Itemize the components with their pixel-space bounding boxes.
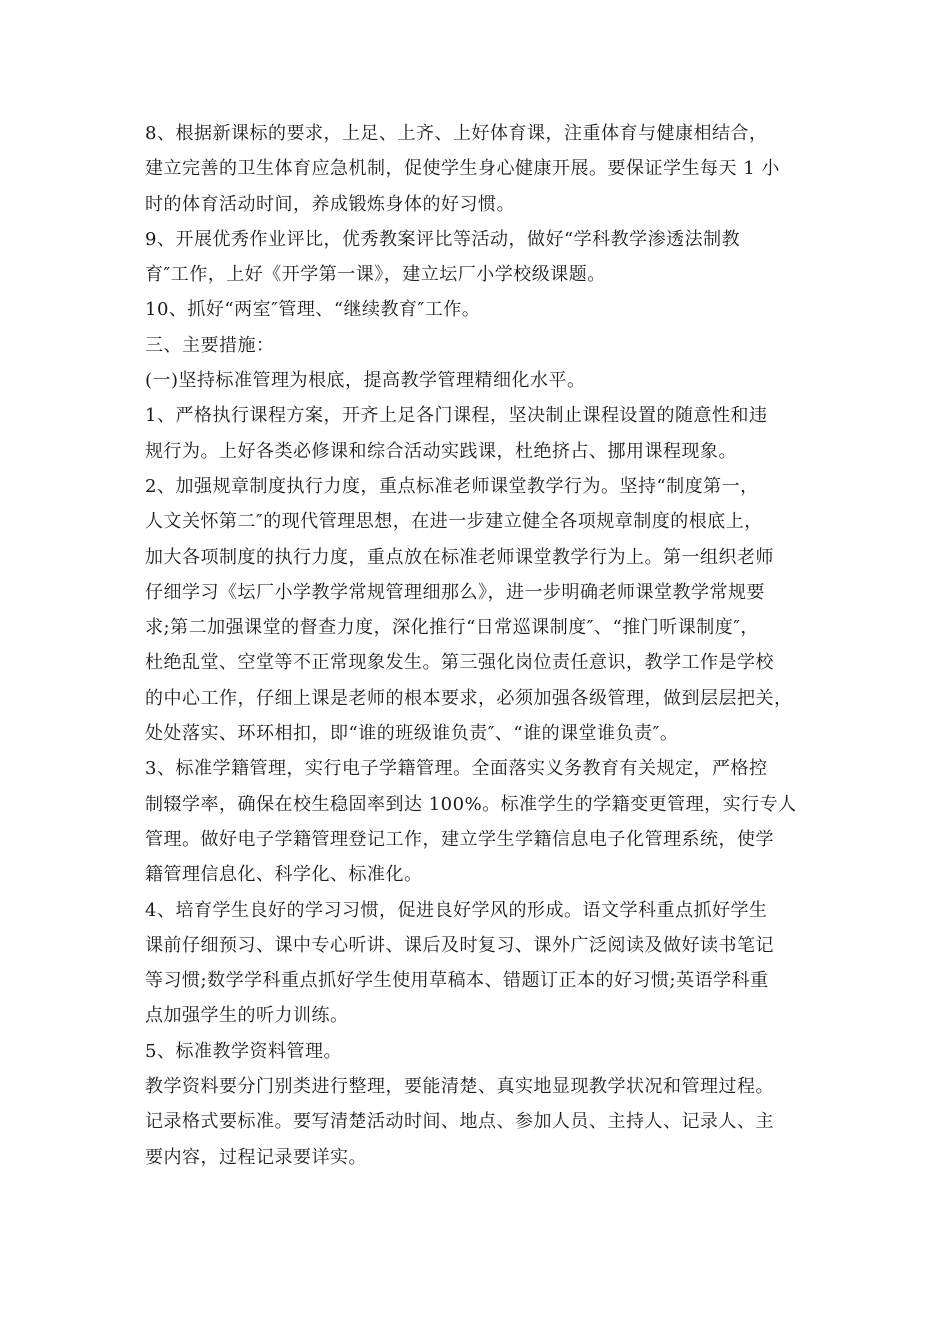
- text-line: 8、根据新课标的要求，上足、上齐、上好体育课，注重体育与健康相结合，: [145, 123, 768, 144]
- text-line: 处处落实、环环相扣，即“谁的班级谁负责″、“谁的课堂谁负责″。: [145, 723, 679, 745]
- text-line: 3、标准学籍管理，实行电子学籍管理。全面落实义务教育有关规定，严格控: [145, 758, 768, 780]
- text-line: 4、培育学生良好的学习习惯，促进良好学风的形成。语文学科重点抓好学生: [145, 899, 768, 921]
- text-line: 育″工作，上好《开学第一课》，建立坛厂小学校级课题。: [145, 264, 606, 286]
- paragraph: [145, 1069, 815, 1175]
- text-line: 课前仔细预习、课中专心听讲、课后及时复习、课外广泛阅读及做好读书笔记: [145, 934, 774, 956]
- text-line: 三、主要措施：: [145, 334, 275, 356]
- text-line: 规行为。上好各类必修课和综合活动实践课，杜绝挤占、挪用课程现象。: [145, 440, 737, 462]
- text-line: 5、标准教学资料管理。: [145, 1040, 342, 1062]
- paragraph: [145, 328, 815, 363]
- text-line: 的中心工作，仔细上课是老师的根本要求，必须加强各级管理，做到层层把关，: [145, 687, 793, 709]
- text-line: 制辍学率，确保在校生稳固率到达 100%。标准学生的学籍变更管理，实行专人: [145, 793, 797, 815]
- text-line: 杜绝乱堂、空堂等不正常现象发生。第三强化岗位责任意识，教学工作是学校: [145, 652, 774, 674]
- text-line: 等习惯;数学学科重点抓好学生使用草稿本、错题订正本的好习惯;英语学科重: [145, 970, 769, 992]
- paragraph: [145, 469, 815, 751]
- document-body: [145, 116, 815, 1175]
- text-line: 求;第二加强课堂的督查力度，深化推行“日常巡课制度″、“推门听课制度″，: [145, 617, 759, 639]
- text-line: 要内容，过程记录要详实。: [145, 1146, 367, 1168]
- text-line: 建立完善的卫生体育应急机制，促使学生身心健康开展。要保证学生每天 1 小: [145, 158, 780, 180]
- paragraph: [145, 222, 815, 293]
- paragraph: [145, 893, 815, 1034]
- text-line: 1、严格执行课程方案，开齐上足各门课程，坚决制止课程设置的随意性和违: [145, 405, 768, 427]
- text-line: 时的体育活动时间，养成锻炼身体的好习惯。: [145, 193, 515, 215]
- paragraph: [145, 398, 815, 469]
- paragraph: [145, 751, 815, 892]
- text-line: 9、开展优秀作业评比，优秀教案评比等活动，做好“学科教学渗透法制教: [145, 228, 741, 250]
- text-line: 仔细学习《坛厂小学教学常规管理细那么》，进一步明确老师课堂教学常规要: [145, 581, 765, 603]
- text-line: 10、抓好“两室″管理、“继续教育″工作。: [145, 299, 481, 321]
- text-line: 管理。做好电子学籍管理登记工作，建立学生学籍信息电子化管理系统，使学: [145, 828, 774, 850]
- paragraph: [145, 116, 815, 222]
- text-line: 2、加强规章制度执行力度，重点标准老师课堂教学行为。坚持“制度第一，: [145, 475, 759, 497]
- text-line: 记录格式要标准。要写清楚活动时间、地点、参加人员、主持人、记录人、主: [145, 1111, 774, 1133]
- text-line: 籍管理信息化、科学化、标准化。: [145, 864, 423, 886]
- paragraph: [145, 363, 815, 398]
- paragraph: [145, 1034, 815, 1069]
- text-line: 人文关怀第二″的现代管理思想，在进一步建立健全各项规章制度的根底上，: [145, 511, 763, 533]
- text-line: 教学资料要分门别类进行整理，要能清楚、真实地显现教学状况和管理过程。: [145, 1076, 774, 1098]
- text-line: 点加强学生的听力训练。: [145, 1005, 349, 1027]
- text-line: 加大各项制度的执行力度，重点放在标准老师课堂教学行为上。第一组织老师: [145, 546, 774, 568]
- text-line: (一)坚持标准管理为根底，提高教学管理精细化水平。: [145, 370, 586, 392]
- paragraph: [145, 292, 815, 327]
